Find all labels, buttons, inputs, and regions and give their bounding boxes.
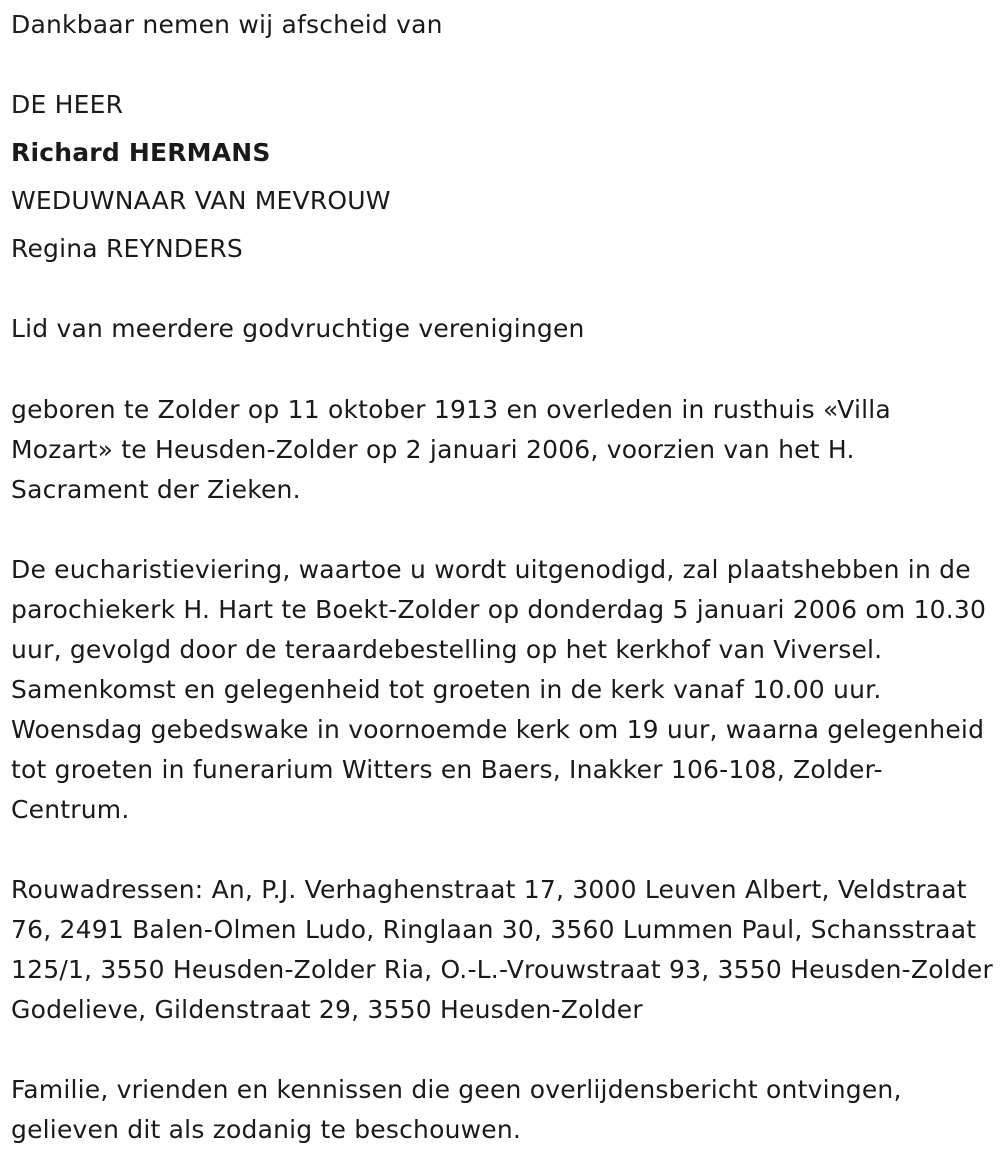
funeral-details-paragraph: De eucharistieviering, waartoe u wordt uitgenodigd, zal plaatshebben in de parochiekerk H. Hart te Boekt-Zolder op donderdag 5 januari 2006 om 10.30 uur, gevolgd door de teraardebestelling op het kerkhof van Viversel. Samenkomst en gelegenheid tot groeten in de kerk vanaf 10.00 uur. Woensdag gebedswake in voornoemde kerk om 19 uur, waarna gelegenheid tot groeten in funerarium Witters en Baers, Inakker 106-108, Zolder-Centrum.: [11, 555, 987, 824]
spouse-name: Regina REYNDERS: [11, 234, 243, 263]
addresses-paragraph: Rouwadressen: An, P.J. Verhaghenstraat 17, 3000 Leuven Albert, Veldstraat 76, 2491 Balen-Olmen Ludo, Ringlaan 30, 3560 Lummen Paul, Schansstraat 125/1, 3550 Heusden-Zolder Ria, O.-L.-Vrouwstraat 93, 3550 Heusden-Zolder Godelieve, Gildenstraat 29, 3550 Heusden-Zolder: [11, 875, 993, 1024]
relation-text: WEDUWNAAR VAN MEVROUW: [11, 186, 391, 215]
title-prefix: DE HEER: [11, 90, 124, 119]
closing-paragraph: Familie, vrienden en kennissen die geen overlijdensbericht ontvingen, gelieven dit als zodanig te beschouwen.: [11, 1075, 902, 1144]
intro-text: Dankbaar nemen wij afscheid van: [11, 10, 443, 39]
birth-death-paragraph: geboren te Zolder op 11 oktober 1913 en overleden in rusthuis «Villa Mozart» te Heusden-Zolder op 2 januari 2006, voorzien van het H. Sacrament der Zieken.: [11, 395, 891, 504]
deceased-name: Richard HERMANS: [11, 138, 271, 167]
membership-text: Lid van meerdere godvruchtige verenigingen: [11, 314, 585, 343]
